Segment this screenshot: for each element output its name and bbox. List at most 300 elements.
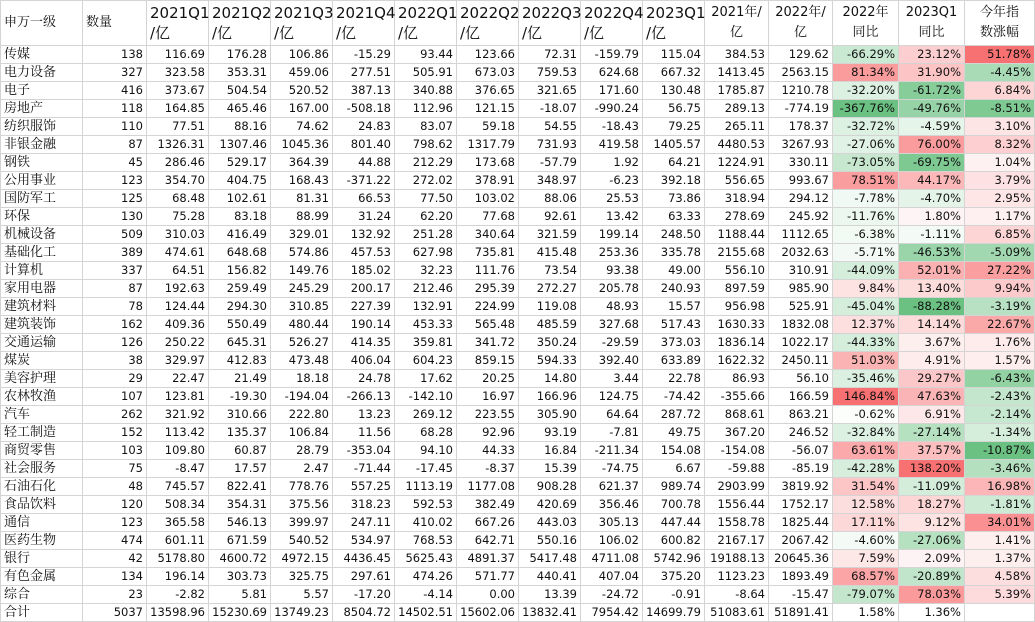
value-cell: 1832.08 [769, 316, 833, 334]
value-cell: 17.11% [833, 514, 899, 532]
value-cell: 106.02 [581, 532, 643, 550]
value-cell: -1.34% [965, 424, 1035, 442]
value-cell: -15.47 [769, 586, 833, 604]
value-cell: 526.27 [271, 334, 333, 352]
column-header: 2022Q4 /亿 [581, 1, 643, 46]
value-cell: 594.33 [519, 352, 581, 370]
value-cell: -2.14% [965, 406, 1035, 424]
value-cell: -32.84% [833, 424, 899, 442]
value-cell: 459.06 [271, 64, 333, 82]
value-cell: 124.44 [147, 298, 209, 316]
value-cell: 42 [83, 550, 147, 568]
value-cell: -20.89% [899, 568, 965, 586]
value-cell: 269.12 [395, 406, 457, 424]
value-cell: 5742.96 [643, 550, 705, 568]
value-cell: 480.44 [271, 316, 333, 334]
value-cell: 474 [83, 532, 147, 550]
value-cell: 3.79% [965, 172, 1035, 190]
value-cell: 822.41 [209, 478, 271, 496]
value-cell: 272.27 [519, 280, 581, 298]
value-cell: 1112.65 [769, 226, 833, 244]
value-cell: 81.34% [833, 64, 899, 82]
value-cell: -29.59 [581, 334, 643, 352]
value-cell: 327 [83, 64, 147, 82]
value-cell: 627.98 [395, 244, 457, 262]
value-cell: 178.37 [769, 118, 833, 136]
value-cell: 132.92 [333, 226, 395, 244]
value-cell: 31.90% [899, 64, 965, 82]
value-cell: 73.54 [519, 262, 581, 280]
value-cell: -4.14 [395, 586, 457, 604]
value-cell: 4711.08 [581, 550, 643, 568]
value-cell: 28.79 [271, 442, 333, 460]
table-row [1, 280, 1035, 298]
value-cell: 113.42 [147, 424, 209, 442]
value-cell: 63.61% [833, 442, 899, 460]
table-row [1, 190, 1035, 208]
value-cell: -46.53% [899, 244, 965, 262]
value-cell: 384.53 [705, 46, 769, 64]
column-header: 2021Q4 /亿 [333, 1, 395, 46]
value-cell: -0.91 [643, 586, 705, 604]
value-cell: 154.08 [643, 442, 705, 460]
value-cell: 414.35 [333, 334, 395, 352]
value-cell: 337 [83, 262, 147, 280]
value-cell: 485.59 [519, 316, 581, 334]
value-cell: 119.08 [519, 298, 581, 316]
industry-name-cell: 美容护理 [1, 370, 83, 388]
value-cell: 13.40% [899, 280, 965, 298]
industry-name-cell: 传媒 [1, 46, 83, 64]
value-cell: 3.44 [581, 370, 643, 388]
value-cell: 1210.78 [769, 82, 833, 100]
value-cell: 1630.33 [705, 316, 769, 334]
value-cell: 17.57 [209, 460, 271, 478]
industry-name-cell: 银行 [1, 550, 83, 568]
value-cell: 111.76 [457, 262, 519, 280]
value-cell: 365.58 [147, 514, 209, 532]
value-cell: 529.17 [209, 154, 271, 172]
value-cell: 224.99 [457, 298, 519, 316]
value-cell: 1.57% [965, 352, 1035, 370]
table-row [1, 136, 1035, 154]
value-cell: 66.53 [333, 190, 395, 208]
table-row [1, 532, 1035, 550]
column-header: 数量 [83, 1, 147, 46]
value-cell: 64.51 [147, 262, 209, 280]
value-cell: 130.48 [643, 82, 705, 100]
value-cell: 318.94 [705, 190, 769, 208]
table-row [1, 550, 1035, 568]
value-cell: 17.62 [395, 370, 457, 388]
value-cell: 4891.37 [457, 550, 519, 568]
value-cell: 103 [83, 442, 147, 460]
industry-name-cell: 交通运输 [1, 334, 83, 352]
value-cell: 200.17 [333, 280, 395, 298]
value-cell: 330.11 [769, 154, 833, 172]
table-row [1, 172, 1035, 190]
value-cell: -49.76% [899, 100, 965, 118]
table-row [1, 46, 1035, 64]
value-cell: 671.59 [209, 532, 271, 550]
value-cell: 1.36% [899, 604, 965, 622]
value-cell: 92.96 [457, 424, 519, 442]
table-row [1, 334, 1035, 352]
value-cell: 5.57 [271, 586, 333, 604]
value-cell: 2.47 [271, 460, 333, 478]
value-cell: 7.59% [833, 550, 899, 568]
value-cell: 375.20 [643, 568, 705, 586]
value-cell: 29 [83, 370, 147, 388]
value-cell: 294.30 [209, 298, 271, 316]
value-cell: 453.33 [395, 316, 457, 334]
value-cell: 419.58 [581, 136, 643, 154]
table-row [1, 352, 1035, 370]
value-cell: 24.78 [333, 370, 395, 388]
value-cell: 138 [83, 46, 147, 64]
value-cell: 190.14 [333, 316, 395, 334]
value-cell: 15.57 [643, 298, 705, 316]
value-cell: 2.09% [899, 550, 965, 568]
value-cell: 156.82 [209, 262, 271, 280]
value-cell: 93.38 [581, 262, 643, 280]
value-cell: 77.68 [457, 208, 519, 226]
column-header: 2022年/ 亿 [769, 1, 833, 46]
value-cell: 72.31 [519, 46, 581, 64]
value-cell: 59.18 [457, 118, 519, 136]
value-cell: -18.07 [519, 100, 581, 118]
value-cell: 3819.92 [769, 478, 833, 496]
value-cell: 93.44 [395, 46, 457, 64]
value-cell: -17.20 [333, 586, 395, 604]
value-cell: 4436.45 [333, 550, 395, 568]
value-cell: 1785.87 [705, 82, 769, 100]
value-cell: 277.51 [333, 64, 395, 82]
value-cell: 798.62 [395, 136, 457, 154]
value-cell: 525.91 [769, 298, 833, 316]
value-cell: 5.81 [209, 586, 271, 604]
value-cell: 77.51 [147, 118, 209, 136]
value-cell: 392.18 [643, 172, 705, 190]
value-cell: 321.92 [147, 406, 209, 424]
value-cell: -194.04 [271, 388, 333, 406]
value-cell: 63.33 [643, 208, 705, 226]
value-cell: 329.97 [147, 352, 209, 370]
value-cell: 1177.08 [457, 478, 519, 496]
value-cell: 109.80 [147, 442, 209, 460]
value-cell: 24.83 [333, 118, 395, 136]
value-cell: 546.13 [209, 514, 271, 532]
value-cell: 642.71 [457, 532, 519, 550]
value-cell: 48 [83, 478, 147, 496]
value-cell: 18.18 [271, 370, 333, 388]
value-cell: 985.90 [769, 280, 833, 298]
value-cell: -2.82 [147, 586, 209, 604]
value-cell: 323.58 [147, 64, 209, 82]
value-cell: 13832.41 [519, 604, 581, 622]
value-cell: 1556.44 [705, 496, 769, 514]
value-cell: 321.65 [519, 82, 581, 100]
value-cell: 305.13 [581, 514, 643, 532]
value-cell: 520.52 [271, 82, 333, 100]
value-cell: 75.28 [147, 208, 209, 226]
value-cell: 116.69 [147, 46, 209, 64]
value-cell: 406.04 [333, 352, 395, 370]
value-cell: 1113.19 [395, 478, 457, 496]
value-cell: 667.32 [643, 64, 705, 82]
industry-name-cell: 通信 [1, 514, 83, 532]
value-cell: 1326.31 [147, 136, 209, 154]
value-cell: 248.50 [643, 226, 705, 244]
industry-name-cell: 家用电器 [1, 280, 83, 298]
value-cell: 192.63 [147, 280, 209, 298]
value-cell: 604.23 [395, 352, 457, 370]
value-cell: 29.27% [899, 370, 965, 388]
value-cell: 78.51% [833, 172, 899, 190]
value-cell: -8.64 [705, 586, 769, 604]
value-cell: 294.12 [769, 190, 833, 208]
value-cell: 2563.15 [769, 64, 833, 82]
value-cell: 47.63% [899, 388, 965, 406]
value-cell: 246.52 [769, 424, 833, 442]
table-row [1, 460, 1035, 478]
industry-name-cell: 商贸零售 [1, 442, 83, 460]
value-cell: 14.80 [519, 370, 581, 388]
value-cell: 778.76 [271, 478, 333, 496]
value-cell: 75 [83, 460, 147, 478]
value-cell: 9.94% [965, 280, 1035, 298]
value-cell: 51.03% [833, 352, 899, 370]
value-cell: 49.00 [643, 262, 705, 280]
value-cell: -367.76% [833, 100, 899, 118]
value-cell: 78.03% [899, 586, 965, 604]
value-cell: 801.40 [333, 136, 395, 154]
value-cell: -56.07 [769, 442, 833, 460]
value-cell: 9.84% [833, 280, 899, 298]
value-cell: 327.68 [581, 316, 643, 334]
value-cell: 56.10 [769, 370, 833, 388]
value-cell: 12.37% [833, 316, 899, 334]
industry-name-cell: 纺织服饰 [1, 118, 83, 136]
value-cell: 348.97 [519, 172, 581, 190]
value-cell: 373.67 [147, 82, 209, 100]
value-cell: 2903.99 [705, 478, 769, 496]
table-row [1, 586, 1035, 604]
table-row [1, 496, 1035, 514]
column-header: 2022年 同比 [833, 1, 899, 46]
value-cell: 407.04 [581, 568, 643, 586]
value-cell: 16.97 [457, 388, 519, 406]
value-cell: 168.43 [271, 172, 333, 190]
value-cell: 149.76 [271, 262, 333, 280]
value-cell: 993.67 [769, 172, 833, 190]
value-cell: -74.42 [643, 388, 705, 406]
value-cell: 166.96 [519, 388, 581, 406]
table-row [1, 316, 1035, 334]
value-cell: 6.67 [643, 460, 705, 478]
value-cell: 1413.45 [705, 64, 769, 82]
value-cell: 557.25 [333, 478, 395, 496]
value-cell: 556.10 [705, 262, 769, 280]
value-cell: 107 [83, 388, 147, 406]
value-cell: -8.47 [147, 460, 209, 478]
value-cell: 416.49 [209, 226, 271, 244]
value-cell: 1836.14 [705, 334, 769, 352]
value-cell: 56.75 [643, 100, 705, 118]
value-cell: 5.39% [965, 586, 1035, 604]
industry-name-cell: 钢铁 [1, 154, 83, 172]
value-cell: 37.57% [899, 442, 965, 460]
value-cell: 22.47 [147, 370, 209, 388]
value-cell: 2.95% [965, 190, 1035, 208]
value-cell: 735.81 [457, 244, 519, 262]
industry-name-cell: 医药生物 [1, 532, 83, 550]
value-cell: 1622.32 [705, 352, 769, 370]
value-cell: 1317.79 [457, 136, 519, 154]
table-row [1, 262, 1035, 280]
value-cell: 465.46 [209, 100, 271, 118]
value-cell: 93.19 [519, 424, 581, 442]
value-cell: 989.74 [643, 478, 705, 496]
value-cell: 1.58% [833, 604, 899, 622]
value-cell: 14502.51 [395, 604, 457, 622]
value-cell: -73.05% [833, 154, 899, 172]
table-row [1, 100, 1035, 118]
value-cell: -17.45 [395, 460, 457, 478]
column-header: 2021年/ 亿 [705, 1, 769, 46]
value-cell: 146.84% [833, 388, 899, 406]
value-cell: 88.06 [519, 190, 581, 208]
table-row [1, 424, 1035, 442]
value-cell: -6.38% [833, 226, 899, 244]
value-cell: 212.29 [395, 154, 457, 172]
value-cell: 540.52 [271, 532, 333, 550]
value-cell: -45.04% [833, 298, 899, 316]
value-cell: 1.80% [899, 208, 965, 226]
value-cell: 364.39 [271, 154, 333, 172]
value-cell: 473.48 [271, 352, 333, 370]
value-cell: 44.17% [899, 172, 965, 190]
value-cell: 443.03 [519, 514, 581, 532]
value-cell: 5178.80 [147, 550, 209, 568]
value-cell: 745.57 [147, 478, 209, 496]
value-cell: 123.81 [147, 388, 209, 406]
value-cell: 8504.72 [333, 604, 395, 622]
value-cell: 38 [83, 352, 147, 370]
value-cell: -74.75 [581, 460, 643, 478]
industry-name-cell: 建筑材料 [1, 298, 83, 316]
value-cell: -4.45% [965, 64, 1035, 82]
value-cell: 123.66 [457, 46, 519, 64]
value-cell: 673.03 [457, 64, 519, 82]
value-cell: -0.62% [833, 406, 899, 424]
value-cell: 13749.23 [271, 604, 333, 622]
table-row [1, 244, 1035, 262]
value-cell: 5417.48 [519, 550, 581, 568]
value-cell: 310.85 [271, 298, 333, 316]
value-cell: 353.31 [209, 64, 271, 82]
value-cell: 633.89 [643, 352, 705, 370]
value-cell: -24.72 [581, 586, 643, 604]
value-cell: 247.11 [333, 514, 395, 532]
industry-name-cell: 基础化工 [1, 244, 83, 262]
value-cell: 126 [83, 334, 147, 352]
value-cell: 86.93 [705, 370, 769, 388]
table-row [1, 226, 1035, 244]
value-cell: -8.51% [965, 100, 1035, 118]
value-cell: 415.48 [519, 244, 581, 262]
value-cell: 868.61 [705, 406, 769, 424]
value-cell: 45 [83, 154, 147, 172]
value-cell: 115.04 [643, 46, 705, 64]
value-cell: 2032.63 [769, 244, 833, 262]
value-cell: 253.36 [581, 244, 643, 262]
value-cell: 68.48 [147, 190, 209, 208]
value-cell: 162 [83, 316, 147, 334]
value-cell: 106.84 [271, 424, 333, 442]
value-cell: 20.25 [457, 370, 519, 388]
value-cell: 1.41% [965, 532, 1035, 550]
value-cell: 62.20 [395, 208, 457, 226]
value-cell: 23 [83, 586, 147, 604]
value-cell: 457.53 [333, 244, 395, 262]
value-cell: 897.59 [705, 280, 769, 298]
value-cell: 164.85 [147, 100, 209, 118]
value-cell: 21.49 [209, 370, 271, 388]
value-cell: 34.01% [965, 514, 1035, 532]
value-cell: 138.20% [899, 460, 965, 478]
value-cell: 4.58% [965, 568, 1035, 586]
value-cell: 399.97 [271, 514, 333, 532]
value-cell: 621.37 [581, 478, 643, 496]
value-cell: 135.37 [209, 424, 271, 442]
value-cell: 387.13 [333, 82, 395, 100]
value-cell: 196.14 [147, 568, 209, 586]
value-cell: 205.78 [581, 280, 643, 298]
table-row [1, 370, 1035, 388]
value-cell: 700.78 [643, 496, 705, 514]
column-header: 2021Q1 /亿 [147, 1, 209, 46]
value-cell: 335.78 [643, 244, 705, 262]
value-cell: 245.29 [271, 280, 333, 298]
value-cell: 15602.06 [457, 604, 519, 622]
value-cell: -42.28% [833, 460, 899, 478]
value-cell: 509 [83, 226, 147, 244]
value-cell: 508.34 [147, 496, 209, 514]
table-row [1, 82, 1035, 100]
value-cell: 310.03 [147, 226, 209, 244]
value-cell: 87 [83, 136, 147, 154]
value-cell: -6.23 [581, 172, 643, 190]
value-cell: -508.18 [333, 100, 395, 118]
value-cell: -61.72% [899, 82, 965, 100]
value-cell: -7.78% [833, 190, 899, 208]
value-cell: 166.59 [769, 388, 833, 406]
value-cell: -159.79 [581, 46, 643, 64]
value-cell: -27.06% [899, 532, 965, 550]
value-cell: 1123.23 [705, 568, 769, 586]
value-cell: -5.09% [965, 244, 1035, 262]
value-cell: 321.59 [519, 226, 581, 244]
value-cell: 31.24 [333, 208, 395, 226]
value-cell: 956.98 [705, 298, 769, 316]
value-cell: 222.80 [271, 406, 333, 424]
value-cell: 73.86 [643, 190, 705, 208]
value-cell: 87 [83, 280, 147, 298]
value-cell: 212.46 [395, 280, 457, 298]
value-cell: -5.71% [833, 244, 899, 262]
value-cell: 129.62 [769, 46, 833, 64]
